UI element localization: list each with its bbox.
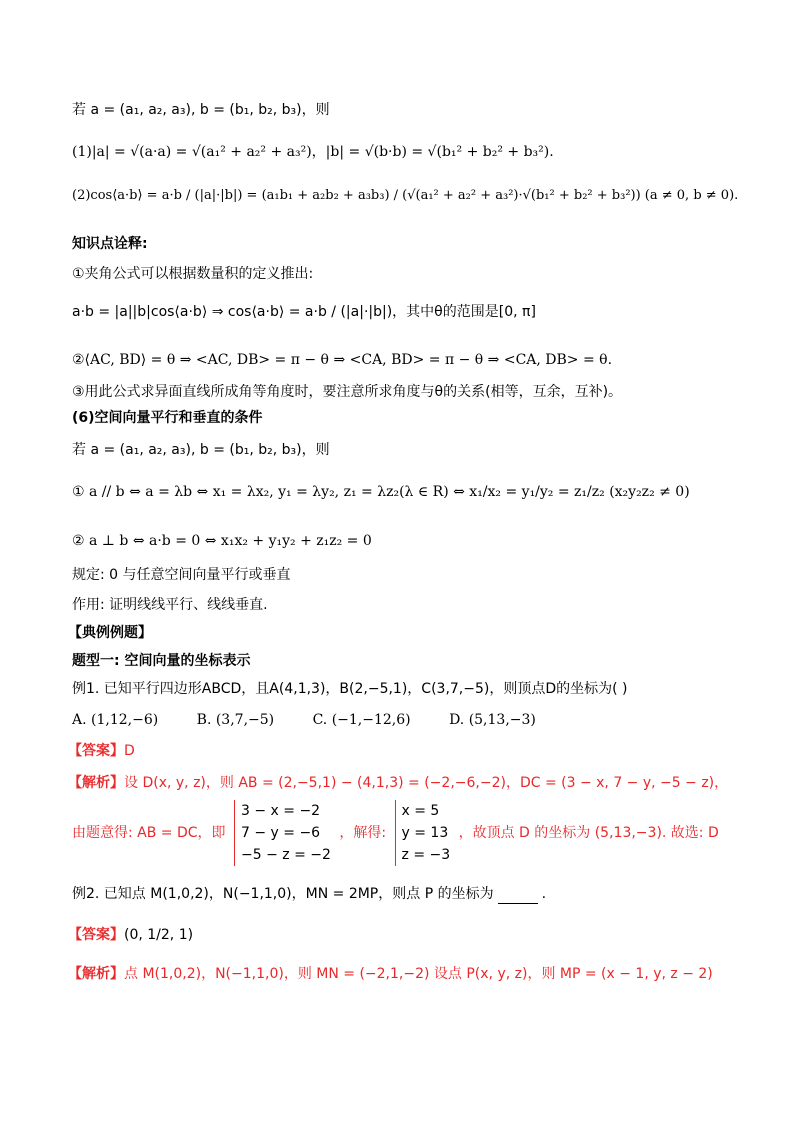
line-9: (6)空间向量平行和垂直的条件 xyxy=(72,410,263,426)
example-1-answer xyxy=(68,741,135,761)
option-b: B. (3,7,−5) xyxy=(196,712,275,728)
system-2-row-1: x = 5 xyxy=(401,803,440,819)
line-2: (1)|a| = √(a·a) = √(a₁² + a₂² + a₃²)，|b| = √(b·b) = √(b₁² + b₂² + b₃²). xyxy=(72,144,554,160)
system-mid: ，解得: xyxy=(339,825,387,841)
example-2-text: 例2. 已知点 M(1,0,2)，N(−1,1,0)，MN = 2MP，则点 P 的坐标为 xyxy=(72,886,494,902)
topic-heading: 题型一: 空间向量的坐标表示 xyxy=(72,653,251,669)
system-conclusion: ，故顶点 D 的坐标为 (5,13,−3). 故选: D xyxy=(458,825,719,841)
system-1-row-2: 7 − y = −6 xyxy=(241,825,321,841)
line-14: 作用: 证明线线平行、线线垂直. xyxy=(72,597,268,613)
system-1-row-1: 3 − x = −2 xyxy=(241,803,321,819)
example-2-solution xyxy=(68,964,713,984)
answer-blank xyxy=(498,889,538,904)
line-13: 规定: 0 与任意空间向量平行或垂直 xyxy=(72,567,291,583)
answer-label: 【答案】 xyxy=(68,927,124,943)
line-11: ① a // b ⇔ a = λb ⇔ x₁ = λx₂, y₁ = λy₂, z₁ = λz₂(λ ∈ R) ⇔ x₁/x₂ = y₁/y₂ = z₁/z₂ (x₂y₂z₂ ≠ 0) xyxy=(72,484,690,500)
line-1: 若 a = (a₁, a₂, a₃), b = (b₁, b₂, b₃)，则 xyxy=(72,102,330,118)
line-7: ②⟨AC, BD⟩ = θ ⇒ <AC, DB> = π − θ ⇒ <CA, BD> = π − θ ⇒ <CA, DB> = θ. xyxy=(72,352,613,368)
equation-system-1 xyxy=(234,800,331,866)
option-d: D. (5,13,−3) xyxy=(449,712,536,728)
line-12: ② a ⊥ b ⇔ a·b = 0 ⇔ x₁x₂ + y₁y₂ + z₁z₂ = 0 xyxy=(72,533,372,549)
system-2-row-2: y = 13 xyxy=(401,825,449,841)
line-5: ①夹角公式可以根据数量积的定义推出: xyxy=(72,266,314,282)
example-2-question xyxy=(72,884,546,904)
example-1-system xyxy=(72,800,719,866)
solution-label: 【解析】 xyxy=(68,966,124,982)
line-4: 知识点诠释: xyxy=(72,236,148,252)
solution-text: 点 M(1,0,2)，N(−1,1,0)，则 MN = (−2,1,−2) 设点 P(x, y, z)，则 MP = (x − 1, y, z − 2) xyxy=(124,966,713,982)
system-intro: 由题意得: AB = DC，即 xyxy=(72,825,226,841)
option-a: A. (1,12,−6) xyxy=(72,712,159,728)
answer-label: 【答案】 xyxy=(68,743,124,759)
example-1-solution xyxy=(68,773,728,793)
example-2-answer xyxy=(68,925,193,945)
line-6: a·b = |a||b|cos⟨a·b⟩ ⇒ cos⟨a·b⟩ = a·b / (|a|·|b|)，其中θ的范围是[0, π] xyxy=(72,304,536,320)
line-8: ③用此公式求异面直线所成角等角度时，要注意所求角度与θ的关系(相等，互余，互补)。 xyxy=(72,384,623,400)
answer-value: D xyxy=(124,743,135,759)
equation-system-2 xyxy=(395,800,451,866)
line-3: (2)cos⟨a·b⟩ = a·b / (|a|·|b|) = (a₁b₁ + a₂b₂ + a₃b₃) / (√(a₁² + a₂² + a₃²)·√(b₁² + b₂² + b₃²)) (a ≠ 0, b ≠ 0). xyxy=(72,188,739,203)
example-1-options xyxy=(72,710,570,730)
example-1-question: 例1. 已知平行四边形ABCD，且A(4,1,3)，B(2,−5,1)，C(3,7,−5)，则顶点D的坐标为( ) xyxy=(72,681,628,697)
system-2-row-3: z = −3 xyxy=(401,847,451,863)
example-2-end: . xyxy=(541,886,547,902)
section-heading: 【典例例题】 xyxy=(68,625,152,641)
answer-value: (0, 1/2, 1) xyxy=(124,927,194,943)
option-c: C. (−1,−12,6) xyxy=(312,712,411,728)
solution-label: 【解析】 xyxy=(68,775,124,791)
system-1-row-3: −5 − z = −2 xyxy=(241,847,331,863)
line-10: 若 a = (a₁, a₂, a₃), b = (b₁, b₂, b₃)，则 xyxy=(72,442,330,458)
solution-text: 设 D(x, y, z)，则 AB = (2,−5,1) − (4,1,3) = (−2,−6,−2)，DC = (3 − x, 7 − y, −5 − z)， xyxy=(124,775,729,791)
